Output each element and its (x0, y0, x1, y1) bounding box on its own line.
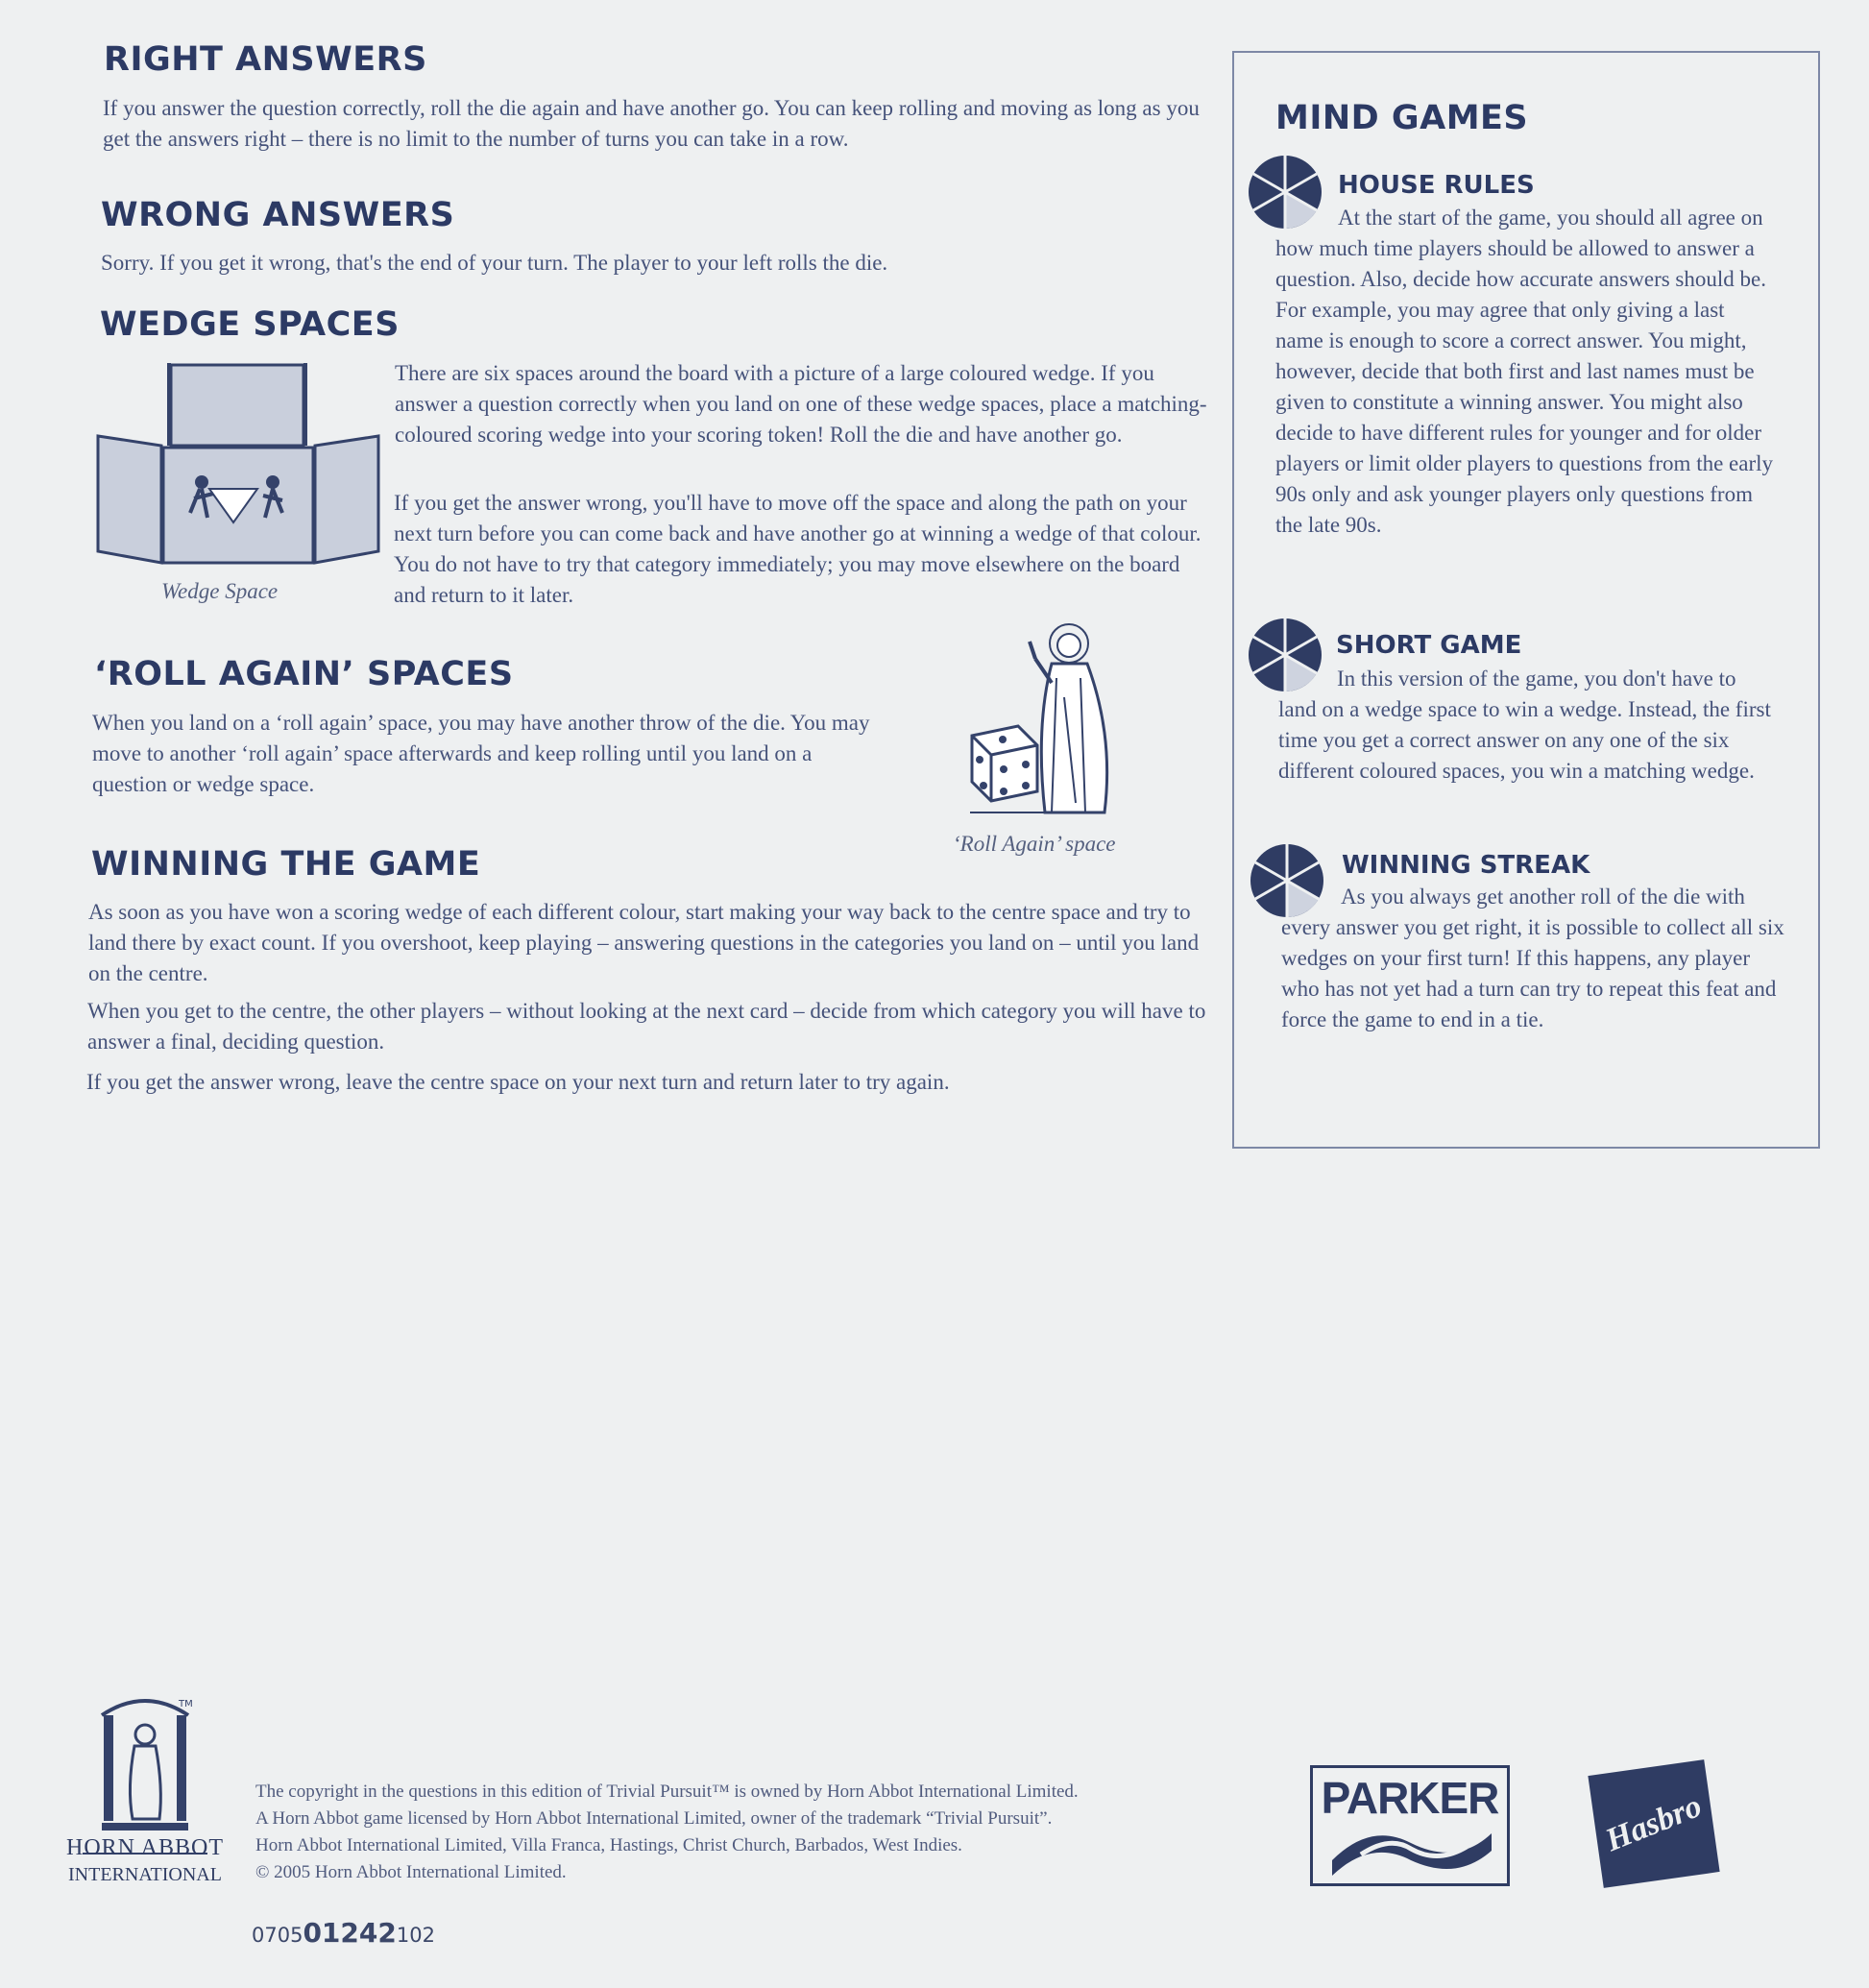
copyright-line: The copyright in the questions in this edition of Trivial Pursuit™ is owned by Horn Abbot International Limited. (255, 1782, 1079, 1802)
product-code-main: 01242 (303, 1917, 397, 1949)
parker-swirl-icon (1323, 1822, 1499, 1879)
winning-para-1: As soon as you have won a scoring wedge of each different colour, start making your way back to the centre space and try to land there by exact count. If you overshoot, keep playing – answering questions in the categories you land on – until you land on the centre. (88, 900, 1200, 985)
hasbro-logo-text: Hasbro (1600, 1787, 1707, 1859)
winning-para-3: If you get the answer wrong, leave the centre space on your next turn and return later to try again. (86, 1070, 950, 1094)
horn-abbot-tm: TM (179, 1699, 193, 1709)
winning-heading: WINNING THE GAME (91, 845, 481, 884)
product-code (252, 1917, 435, 1949)
roll-again-caption: ‘Roll Again’ space (953, 832, 1116, 856)
wedge-spaces-heading: WEDGE SPACES (100, 305, 400, 344)
wedge-space-caption: Wedge Space (161, 579, 279, 603)
winning-streak-text: As you always get another roll of the die with every answer you get right, it is possible to collect all six wedges on your first turn! If this happens, any player who has not yet had a turn can try to repeat this feat and force the game to end in a tie. (1281, 885, 1784, 1031)
wedge-space-illustration (94, 359, 382, 572)
mind-games-heading: MIND GAMES (1275, 99, 1529, 137)
wedge-spaces-para-2: If you get the answer wrong, you'll have to move off the space and along the path on your next turn before you can come back and have another go at winning a wedge of that colour. You do not have to try that category immediately; you may move elsewhere on the board and return to it later. (394, 491, 1202, 607)
roll-again-illustration (960, 620, 1124, 822)
wrong-answers-text: Sorry. If you get it wrong, that's the end of your turn. The player to your left rolls the die. (101, 251, 888, 275)
right-answers-text: If you answer the question correctly, roll the die again and have another go. You can keep rolling and moving as long as you get the answers right – there is no limit to the number of turns you can take in a row. (103, 96, 1200, 151)
copyright-line: Horn Abbot International Limited, Villa Franca, Hastings, Christ Church, Barbados, West Indies. (255, 1835, 962, 1855)
product-code-prefix: 0705 (252, 1924, 303, 1947)
short-game-heading: SHORT GAME (1336, 631, 1522, 660)
roll-again-heading: ‘ROLL AGAIN’ SPACES (94, 655, 514, 693)
hasbro-logo (1588, 1759, 1719, 1888)
wedge-spaces-para-1: There are six spaces around the board with a picture of a large coloured wedge. If you answer a question correctly when you land on one of these wedge spaces, place a matching-coloured scoring wedge into your scoring token! Roll the die and have another go. (395, 361, 1207, 447)
short-game-text: In this version of the game, you don't have to land on a wedge space to win a wedge. Instead, the first time you get a correct answer on any one of the six different coloured spaces, you win a matching wedge. (1278, 667, 1771, 783)
winning-streak-heading: WINNING STREAK (1342, 851, 1590, 880)
copyright-line: A Horn Abbot game licensed by Horn Abbot International Limited, owner of the trademark “Trivial Pursuit”. (255, 1808, 1053, 1829)
parker-logo (1310, 1765, 1510, 1886)
copyright-notice (255, 1779, 1079, 1886)
horn-abbot-sub: INTERNATIONAL (68, 1864, 222, 1885)
right-answers-heading: RIGHT ANSWERS (104, 40, 427, 79)
roll-again-text: When you land on a ‘roll again’ space, you may have another throw of the die. You may move to another ‘roll again’ space afterwards and keep rolling until you land on a question or wedge space. (92, 711, 870, 796)
house-rules-heading: HOUSE RULES (1338, 171, 1535, 200)
product-code-suffix: 102 (396, 1924, 435, 1947)
parker-logo-text: PARKER (1321, 1773, 1499, 1823)
winning-para-2: When you get to the centre, the other players – without looking at the next card – decide from which category you will have to answer a final, deciding question. (87, 999, 1206, 1054)
house-rules-text: At the start of the game, you should all agree on how much time players should be allowed to answer a question. Also, decide how accurate answers should be. For example, you may agree that only giving a last name is enough to score a correct answer. You might, however, decide that both first and last names must be given to constitute a winning answer. You might also decide to have different rules for younger and for older players or limit older players to questions from the early 90s only and ask younger players only questions from the late 90s. (1275, 206, 1774, 537)
copyright-line: © 2005 Horn Abbot International Limited. (255, 1862, 567, 1882)
horn-abbot-name: HORN ABBOT (65, 1835, 225, 1860)
wrong-answers-heading: WRONG ANSWERS (101, 196, 455, 234)
